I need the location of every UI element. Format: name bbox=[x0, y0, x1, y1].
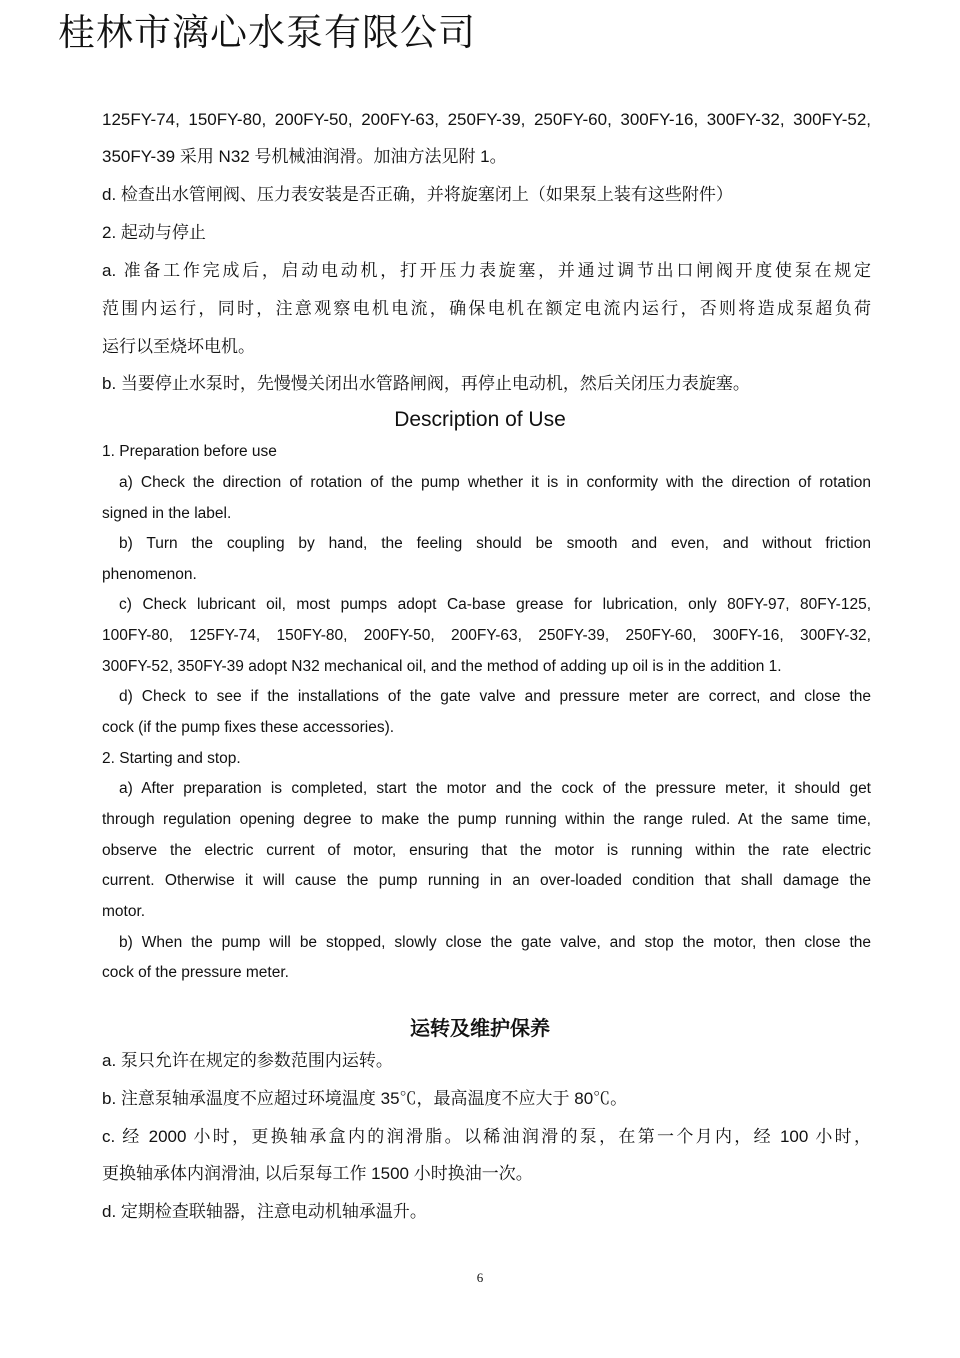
cn-line: c. 经 2000 小时，更换轴承盒内的润滑脂。以稀油润滑的泵，在第一个月内，经 100 小时， bbox=[102, 1127, 871, 1146]
section-title-cn: 运转及维护保养 bbox=[410, 1018, 550, 1040]
cn-line: 范围内运行，同时，注意观察电机电流，确保电机在额定电流内运行，否则将造成泵超负荷 bbox=[102, 299, 871, 318]
en-line: 1. Preparation before use bbox=[102, 443, 277, 460]
en-line: 100FY-80, 125FY-74, 150FY-80, 200FY-50, 200FY-63, 250FY-39, 250FY-60, 300FY-16, 300FY-32, bbox=[102, 627, 871, 644]
cn-line: 2. 起动与停止 bbox=[102, 223, 206, 242]
en-line: 2. Starting and stop. bbox=[102, 750, 241, 767]
en-line: b) When the pump will be stopped, slowly close the gate valve, and stop the motor, then close the bbox=[119, 934, 871, 951]
en-line: a) After preparation is completed, start the motor and the cock of the pressure meter, it should get bbox=[119, 780, 871, 797]
en-line: 300FY-52, 350FY-39 adopt N32 mechanical oil, and the method of adding up oil is in the addition 1. bbox=[102, 658, 782, 675]
en-line: cock (if the pump fixes these accessories). bbox=[102, 719, 395, 736]
cn-line: b. 当要停止水泵时，先慢慢关闭出水管路闸阀，再停止电动机，然后关闭压力表旋塞。 bbox=[102, 374, 750, 393]
en-line: phenomenon. bbox=[102, 566, 197, 583]
en-line: current. Otherwise it will cause the pump running in an over-loaded condition that shall damage the bbox=[102, 872, 871, 889]
en-line: observe the electric current of motor, ensuring that the motor is running within the rate electric bbox=[102, 842, 871, 859]
en-line: c) Check lubricant oil, most pumps adopt Ca-base grease for lubrication, only 80FY-97, 80FY-125, bbox=[119, 596, 871, 613]
en-line: signed in the label. bbox=[102, 505, 232, 522]
en-line: d) Check to see if the installations of the gate valve and pressure meter are correct, and close the bbox=[119, 688, 871, 705]
en-line: a) Check the direction of rotation of the pump whether it is in conformity with the direction of rotation bbox=[119, 474, 871, 491]
cn-line: a. 准备工作完成后，启动电动机，打开压力表旋塞，并通过调节出口闸阀开度使泵在规定 bbox=[102, 261, 871, 280]
cn-line: 350FY-39 采用 N32 号机械油润滑。加油方法见附 1。 bbox=[102, 147, 507, 166]
en-line: motor. bbox=[102, 903, 146, 920]
cn-line: 125FY-74, 150FY-80, 200FY-50, 200FY-63, 250FY-39, 250FY-60, 300FY-16, 300FY-32, 300FY-52, bbox=[102, 110, 871, 129]
cn-line: 运行以至烧坏电机。 bbox=[102, 337, 255, 356]
cn-line: b. 注意泵轴承温度不应超过环境温度 35℃，最高温度不应大于 80℃。 bbox=[102, 1089, 628, 1108]
cn-line: 更换轴承体内润滑油, 以后泵每工作 1500 小时换油一次。 bbox=[102, 1164, 533, 1183]
page-number: 6 bbox=[476, 1270, 484, 1285]
en-line: b) Turn the coupling by hand, the feeling should be smooth and even, and without friction bbox=[119, 535, 871, 552]
en-line: cock of the pressure meter. bbox=[102, 964, 289, 981]
cn-line: d. 定期检查联轴器，注意电动机轴承温升。 bbox=[102, 1202, 427, 1221]
company-header: 桂林市漓心水泵有限公司 bbox=[58, 12, 476, 53]
cn-line: d. 检查出水管闸阀、压力表安装是否正确，并将旋塞闭上（如果泵上装有这些附件） bbox=[102, 185, 733, 204]
section-title-en: Description of Use bbox=[394, 408, 566, 431]
cn-line: a. 泵只允许在规定的参数范围内运转。 bbox=[102, 1051, 393, 1070]
en-line: through regulation opening degree to make the pump running within the range ruled. At the same time, bbox=[102, 811, 871, 828]
